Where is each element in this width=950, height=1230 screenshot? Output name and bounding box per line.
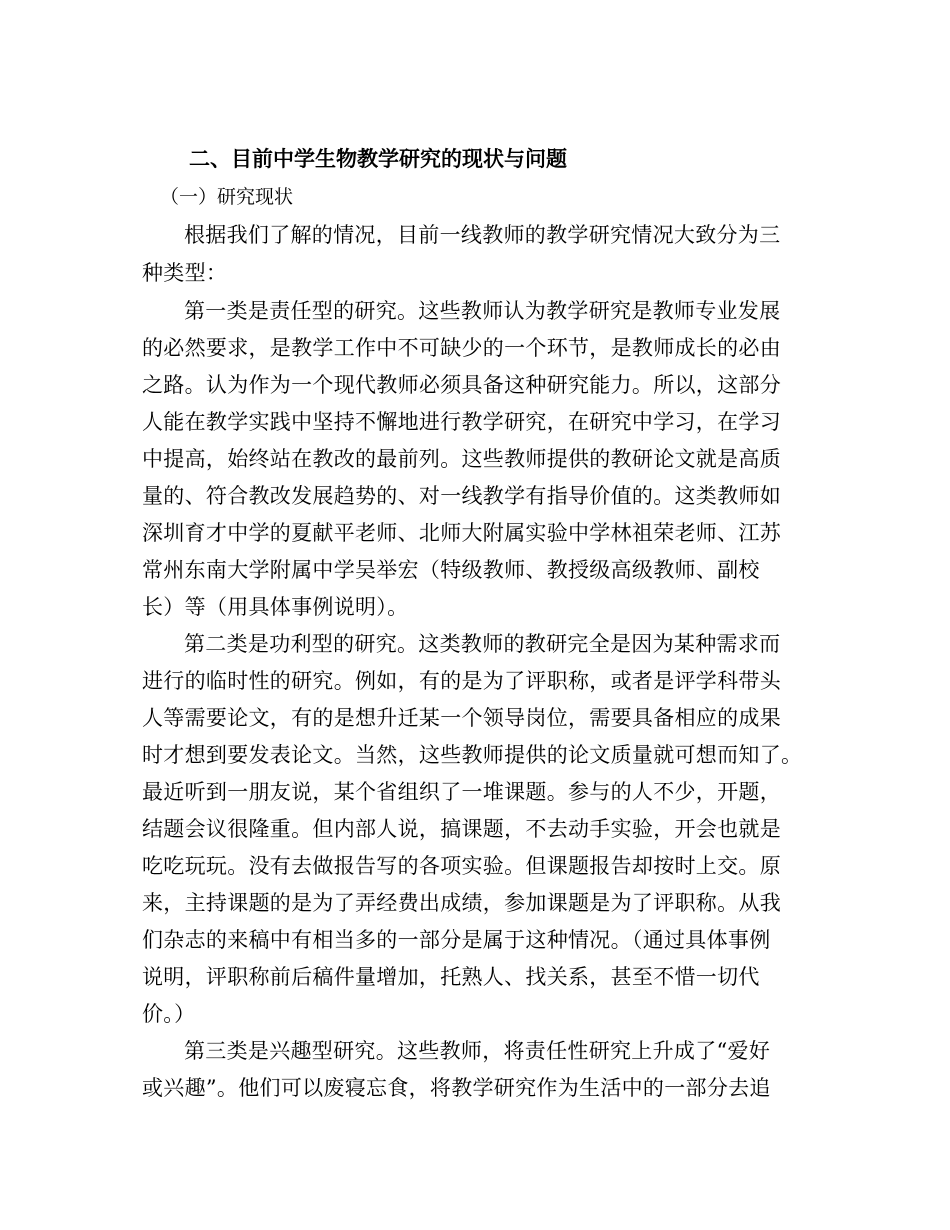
paragraph-line: 第三类是兴趣型研究。这些教师，将责任性研究上升成了“爱好 xyxy=(184,1039,771,1063)
paragraph-line: 中提高，始终站在教改的最前列。这些教师提供的教研论文就是高质 xyxy=(142,447,781,471)
paragraph-line: 来，主持课题的是为了弄经费出成绩，参加课题是为了评职称。从我 xyxy=(142,891,781,915)
paragraph-line: 说明，评职称前后稿件量增加，托熟人、找关系，甚至不惜一切代 xyxy=(142,965,760,989)
paragraph-line: 的必然要求，是教学工作中不可缺少的一个环节，是教师成长的必由 xyxy=(142,336,781,360)
paragraph-line: 种类型： xyxy=(142,261,228,285)
paragraph-line: 结题会议很隆重。但内部人说，搞课题，不去动手实验，开会也就是 xyxy=(142,817,781,841)
paragraph-line: 时才想到要发表论文。当然，这些教师提供的论文质量就可想而知了。 xyxy=(142,743,803,767)
paragraph-line: 们杂志的来稿中有相当多的一部分是属于这种情况。（通过具体事例 xyxy=(142,928,771,952)
subsection-heading: （一）研究现状 xyxy=(160,186,294,208)
paragraph-line: 或兴趣”。他们可以废寝忘食，将教学研究作为生活中的一部分去追 xyxy=(142,1076,771,1100)
paragraph-line: 量的、符合教改发展趋势的、对一线教学有指导价值的。这类教师如 xyxy=(142,484,781,508)
paragraph-line: 人等需要论文，有的是想升迁某一个领导岗位，需要具备相应的成果 xyxy=(142,706,781,730)
paragraph-line: 进行的临时性的研究。例如，有的是为了评职称，或者是评学科带头 xyxy=(142,669,781,693)
paragraph-line: 第二类是功利型的研究。这类教师的教研完全是因为某种需求而 xyxy=(184,632,781,656)
section-heading: 二、目前中学生物教学研究的现状与问题 xyxy=(189,147,567,171)
paragraph-line: 人能在教学实践中坚持不懈地进行教学研究，在研究中学习，在学习 xyxy=(142,410,781,434)
paragraph-line: 长）等（用具体事例说明）。 xyxy=(142,595,409,619)
paragraph-line: 深圳育才中学的夏献平老师、北师大附属实验中学林祖荣老师、江苏 xyxy=(142,521,781,545)
paragraph-line: 吃吃玩玩。没有去做报告写的各项实验。但课题报告却按时上交。原 xyxy=(142,854,781,878)
paragraph-line: 价。） xyxy=(142,1002,196,1026)
paragraph-line: 第一类是责任型的研究。这些教师认为教学研究是教师专业发展 xyxy=(184,299,781,323)
paragraph-line: 根据我们了解的情况，目前一线教师的教学研究情况大致分为三 xyxy=(184,223,781,247)
paragraph-line: 之路。认为作为一个现代教师必须具备这种研究能力。所以，这部分 xyxy=(142,373,781,397)
paragraph-line: 最近听到一朋友说，某个省组织了一堆课题。参与的人不少，开题， xyxy=(142,780,781,804)
paragraph-line: 常州东南大学附属中学吴举宏（特级教师、教授级高级教师、副校 xyxy=(142,558,760,582)
